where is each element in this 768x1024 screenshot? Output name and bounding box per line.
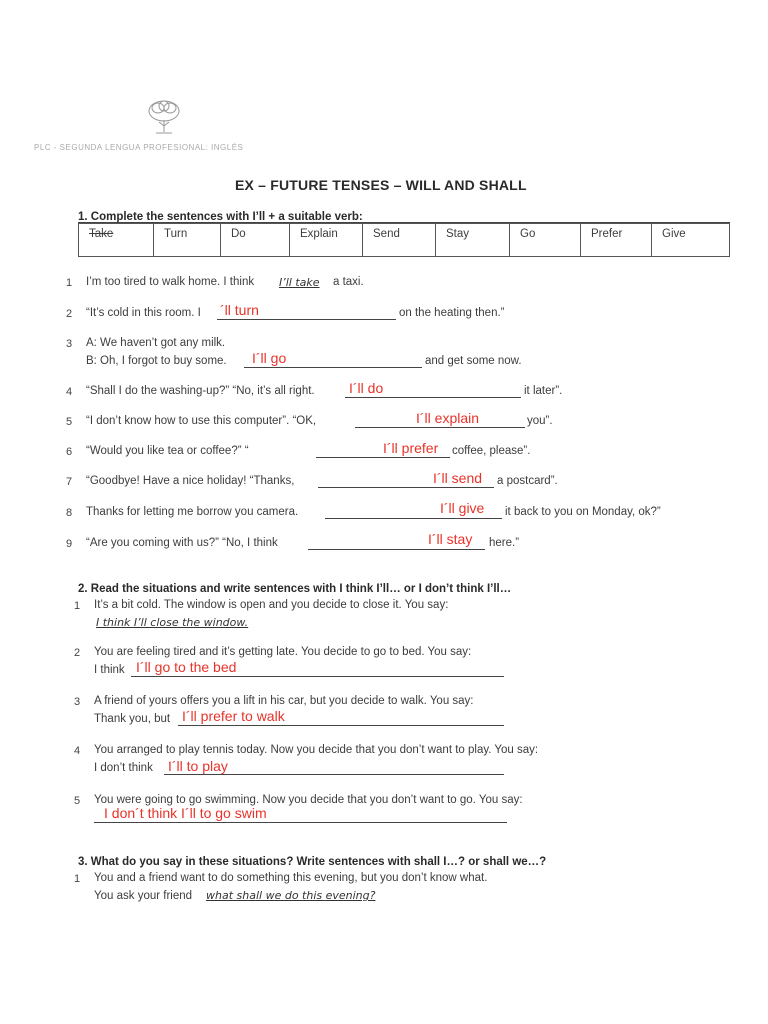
item-number: 7 [66,476,73,488]
handwritten-answer: what shall we do this evening? [206,889,376,902]
answer-text: I´ll go [252,350,287,366]
answer-text: I´ll do [349,380,384,396]
handwritten-answer: I think I’ll close the window. [96,616,249,629]
answer-prefix: I think [94,664,125,676]
situation-text: You and a friend want to do something this evening, but you don’t know what. [94,872,488,884]
item-number: 2 [74,647,81,659]
situation-text: A friend of yours offers you a lift in his car, but you decide to walk. You say: [94,695,474,707]
verb-cell: Turn [164,228,188,240]
institution-header: PLC - SEGUNDA LENGUA PROFESIONAL: INGLÉS [34,143,244,152]
sentence-text: I’m too tired to walk home. I think [86,276,255,288]
situation-text: You are feeling tired and it’s getting late. You decide to go to bed. You say: [94,646,472,658]
verb-table [78,223,730,257]
verb-cell: Prefer [591,228,623,240]
answer-text: I´ll explain [416,410,480,426]
sentence-text: A: We haven’t got any milk. [86,337,226,349]
item-number: 1 [74,600,81,612]
item-number: 5 [74,795,81,807]
sentence-text: “I don’t know how to use this computer”. “OK, [86,415,317,427]
item-number: 3 [66,338,73,350]
verb-cell: Stay [446,228,470,240]
section3-heading: 3. What do you say in these situations? Write sentences with shall I…? or shall we…? [78,856,547,868]
item-number: 1 [74,873,81,885]
answer-prefix: I don’t think [94,762,153,774]
sentence-text: “Would you like tea or coffee?” “ [86,445,249,457]
situation-text: You arranged to play tennis today. Now you decide that you don’t want to play. You say: [94,744,539,756]
answer-text: I´ll stay [428,531,473,547]
verb-cell: Do [231,228,246,240]
situation-text: You were going to go swimming. Now you decide that you don’t want to go. You say: [94,794,523,806]
answer-text: I don´t think I´ll to go swim [104,805,267,821]
sentence-text: a taxi. [333,276,364,288]
answer-text: I´ll prefer [383,440,439,456]
verb-cell: Explain [300,228,338,240]
item-number: 8 [66,507,73,519]
answer-prefix: You ask your friend [94,890,193,902]
sentence-text: “It’s cold in this room. I [86,307,201,319]
situation-text: It’s a bit cold. The window is open and you decide to close it. You say: [94,599,449,611]
page-title: EX – FUTURE TENSES – WILL AND SHALL [235,177,527,193]
answer-prefix: Thank you, but [94,713,171,725]
sentence-text: “Goodbye! Have a nice holiday! “Thanks, [86,475,295,487]
answer-text: I´ll go to the bed [136,659,237,675]
answer-text: ´ll turn [220,302,259,318]
answer-text: I´ll give [440,500,485,516]
sentence-text: coffee, please”. [452,445,531,457]
verb-cell: Give [662,228,686,240]
sentence-text: on the heating then.” [399,307,505,319]
answer-text: I´ll prefer to walk [182,708,285,724]
section2-heading: 2. Read the situations and write sentences with I think I’ll… or I don’t think I’ll… [78,583,512,595]
sentence-text: it back to you on Monday, ok?” [505,506,661,518]
sentence-text: “Shall I do the washing-up?” “No, it’s all right. [86,385,315,397]
item-number: 5 [66,416,73,428]
verb-cell: Send [373,228,400,240]
sentence-text: “Are you coming with us?” “No, I think [86,537,278,549]
section1-heading: 1. Complete the sentences with I’ll + a suitable verb: [78,211,363,223]
item-number: 2 [66,308,73,320]
tree-logo-icon [142,98,186,138]
sentence-text: it later”. [524,385,563,397]
verb-cell: Take [89,228,114,240]
item-number: 4 [74,745,81,757]
sentence-text: B: Oh, I forgot to buy some. [86,355,227,367]
item-number: 3 [74,696,81,708]
item-number: 6 [66,446,73,458]
item-number: 1 [66,277,73,289]
sentence-text: a postcard”. [497,475,558,487]
item-number: 9 [66,538,73,550]
answer-text: I´ll send [433,470,483,486]
sentence-text: here.” [489,537,520,549]
sentence-text: Thanks for letting me borrow you camera. [86,506,299,518]
item-number: 4 [66,386,73,398]
sentence-text: you”. [527,415,553,427]
verb-cell: Go [520,228,536,240]
answer-text: I´ll to play [168,758,228,774]
sentence-text: and get some now. [425,355,522,367]
handwritten-answer: I’ll take [279,276,320,289]
